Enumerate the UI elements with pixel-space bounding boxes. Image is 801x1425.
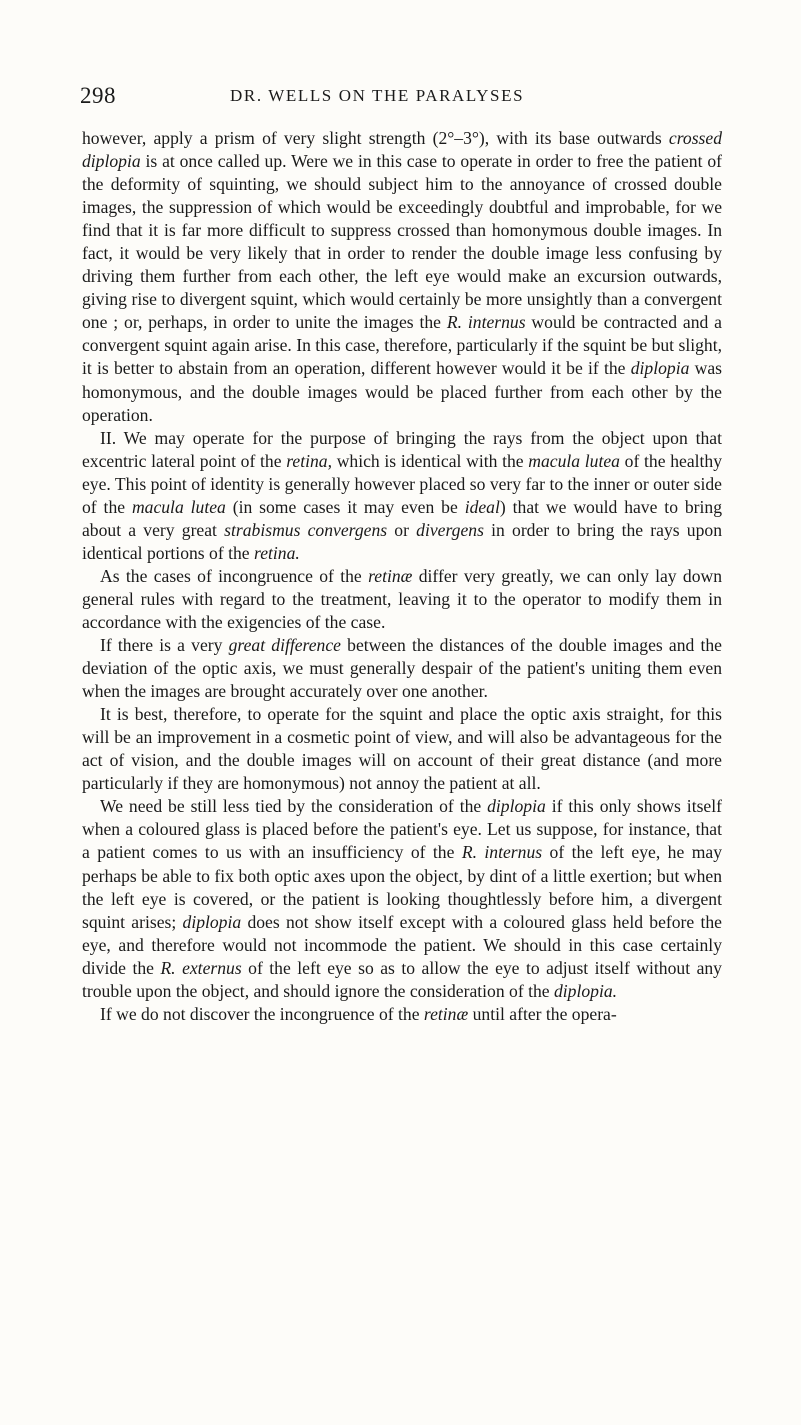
page-number: 298 [80,83,116,108]
paragraph: We need be still less tied by the consideration of the diplopia if this only shows itself when a coloured glass is placed before the patient's eye. Let us suppose, for instance, that a patient comes to us with an insufficiency of the R. internus of the left eye, he may perhaps be able to fix both optic axes upon the object, by dint of a little exertion; but when the left eye is covered, or the patient is looking thoughtlessly before him, a divergent squint arises; diplopia does not show itself except with a coloured glass held before the eye, and therefore would not incommode the patient. We should in this case certainly divide the R. externus of the left eye so as to allow the eye to adjust itself without any trouble upon the object, and should ignore the consideration of the diplopia. [82,796,722,1001]
paragraph: If we do not discover the incongruence of the retinæ until after the opera- [100,1003,617,1024]
emphasis: diplopia [630,358,690,379]
emphasis: R. externus [160,957,242,978]
emphasis: macula lutea [131,496,226,517]
emphasis: R. internus [461,842,543,863]
paragraph: As the cases of incongruence of the retinæ differ very greatly, we can only lay down general rules with regard to the treatment, leaving it to the operator to modify them in accordance with the exigencies of the case. [82,565,723,632]
emphasis: R. internus [446,312,526,333]
emphasis: diplopia [182,911,242,932]
emphasis: crossed diplopia [82,128,722,172]
emphasis: great difference [228,635,341,656]
running-title: DR. WELLS ON THE PARALYSES [230,86,525,105]
emphasis: diplopia. [553,980,618,1001]
body-text [82,127,722,1026]
page-header [80,83,720,113]
emphasis: retinæ [423,1003,469,1024]
emphasis: retinæ [368,565,413,586]
paragraph: It is best, therefore, to operate for the squint and place the optic axis straight, for this will be an improvement in a cosmetic point of view, and will also be advantageous for the act of vision, and the double images will on account of their great distance (and more particularly if they are homonymous) not annoy the patient at all. [82,704,722,794]
emphasis: macula lutea [528,450,620,471]
paragraph: however, apply a prism of very slight strength (2°–3°), with its base outwards crossed diplopia is at once called up. Were we in this case to operate in order to free the patient of the deformity of squinting, we should subject him to the annoyance of crossed double images, the suppression of which would be exceedingly doubtful and improbable, for we find that it is far more difficult to suppress crossed than homonymous double images. In fact, it would be very likely that in order to render the double image less confusing by driving them further from each other, the left eye would make an excursion outwards, giving rise to divergent squint, which would certainly be more unsightly than a convergent one ; or, perhaps, in order to unite the images the R. internus would be contracted and a convergent squint again arise. In this case, therefore, particularly if the squint be but slight, it is better to abstain from an operation, different however would it be if the diplopia was homonymous, and the double images would be placed further from each other by the operation. [82,128,722,425]
emphasis: retina, [286,450,333,471]
emphasis: ideal [464,496,500,517]
emphasis: diplopia [487,796,546,817]
emphasis: strabismus convergens [224,519,388,540]
paragraph: II. We may operate for the purpose of bringing the rays from the object upon that excentric lateral point of the retina, which is identical with the macula lutea of the healthy eye. This point of identity is generally however placed so very far to the inner or outer side of the macula lutea (in some cases it may even be ideal) that we would have to bring about a very great strabismus convergens or divergens in order to bring the rays upon identical portions of the retina. [82,427,723,563]
emphasis: retina. [254,542,300,563]
paragraph: If there is a very great difference between the distances of the double images and the deviation of the optic axis, we must generally despair of the patient's uniting them even when the images are brought accurately over one another. [82,635,722,702]
emphasis: divergens [416,519,484,540]
